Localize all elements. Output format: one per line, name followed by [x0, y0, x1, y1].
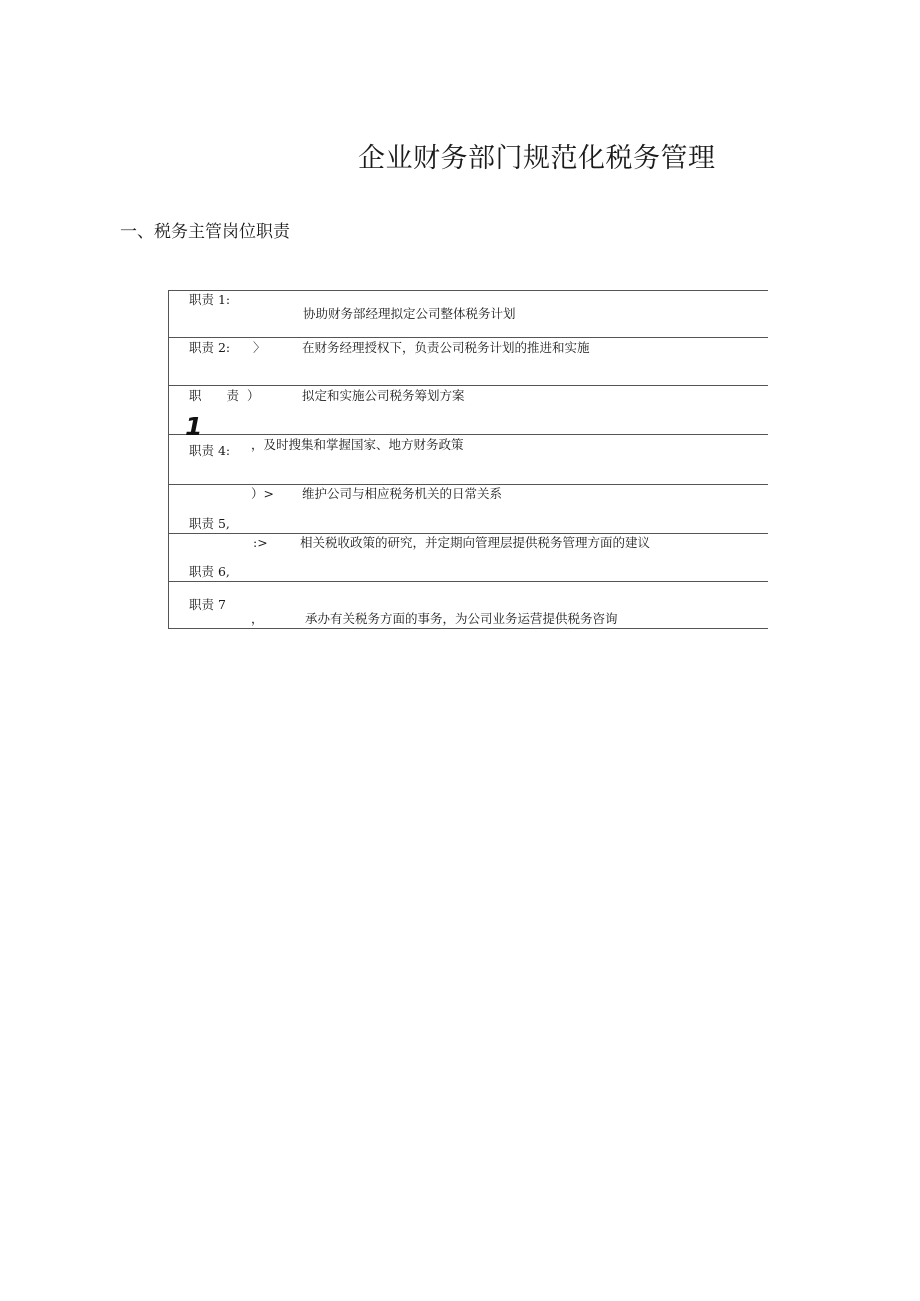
duty-marker: ， [251, 611, 264, 626]
duty-label: 职责 2: [189, 340, 231, 355]
duty-table [168, 290, 768, 629]
table-rule [169, 337, 768, 338]
table-rule [169, 581, 768, 582]
duty-text: 承办有关税务方面的事务，为公司业务运营提供税务咨询 [305, 611, 618, 626]
section-heading: 一、税务主管岗位职责 [120, 222, 290, 242]
duty-label: 职责 5, [189, 516, 230, 531]
duty-marker: ） [247, 388, 260, 403]
table-rule [169, 533, 768, 534]
duty-text: 在财务经理授权下，负责公司税务计划的推进和实施 [302, 340, 590, 355]
duty-marker: :> [253, 535, 268, 550]
duty-label: 职责 4: [189, 443, 231, 458]
duty-label: 职责 7 [189, 597, 226, 612]
table-rule [169, 484, 768, 485]
duty-text: 相关税收政策的研究，并定期向管理层提供税务管理方面的建议 [300, 535, 651, 550]
table-rule [169, 434, 768, 435]
duty-label: 职责 6, [189, 564, 230, 579]
duty-marker: ）> [251, 486, 274, 501]
duty-text: 维护公司与相应税务机关的日常关系 [302, 486, 503, 501]
duty-text: 协助财务部经理拟定公司整体税务计划 [303, 306, 516, 321]
duty-text: ，及时搜集和掌握国家、地方财务政策 [251, 437, 464, 452]
document-title: 企业财务部门规范化税务管理 [358, 143, 716, 174]
duty-text: 拟定和实施公司税务筹划方案 [302, 388, 465, 403]
duty-label: 职责 1: [189, 292, 231, 307]
table-rule [169, 290, 768, 291]
duty-stray-mark: 1 [185, 412, 203, 441]
duty-label: 职 责 [189, 388, 240, 403]
table-rule [169, 385, 768, 386]
duty-marker: 〉 [253, 340, 266, 355]
table-rule [169, 628, 768, 629]
